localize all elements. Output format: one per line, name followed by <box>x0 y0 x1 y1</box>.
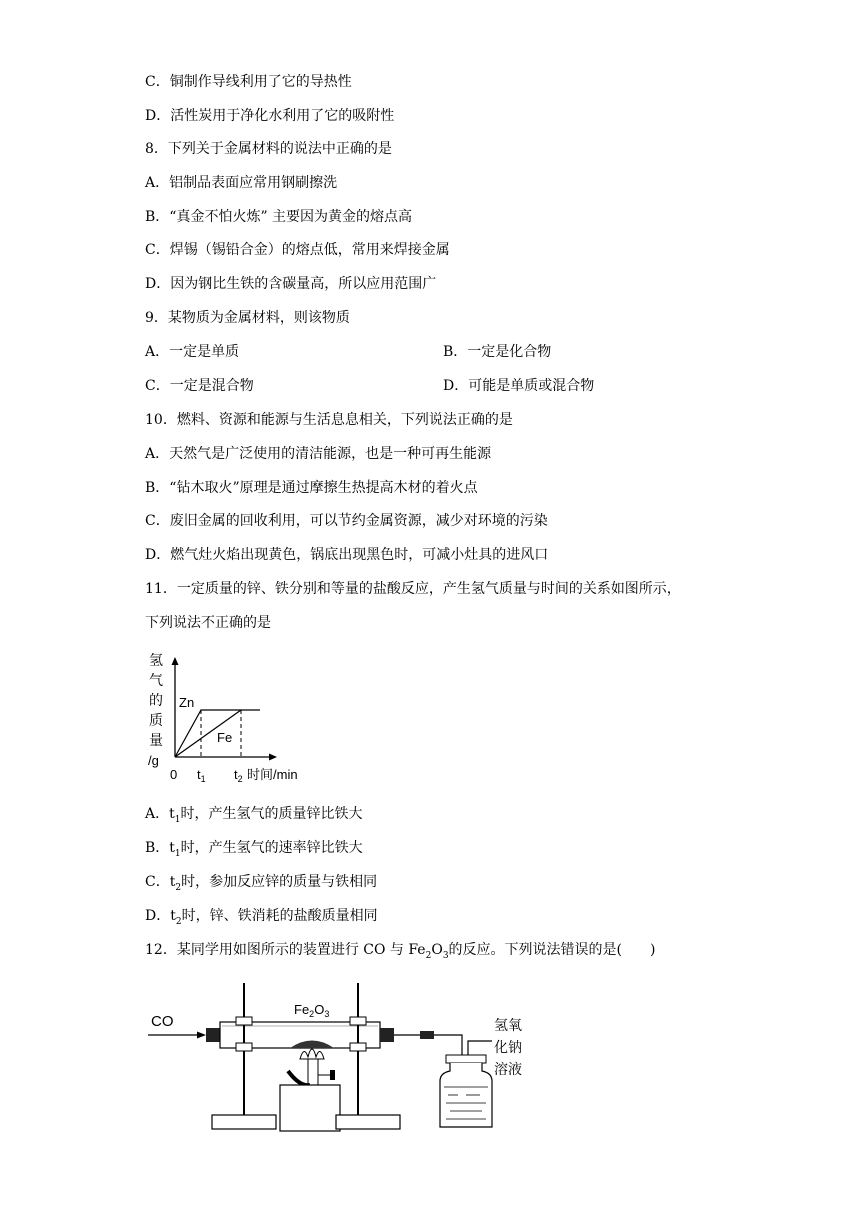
bottle-stopper <box>446 1055 486 1063</box>
graph-ylabel-unit: /g <box>148 753 159 768</box>
q9-option-d: D．可能是单质或混合物 <box>443 378 595 394</box>
q10-option-b: B．“钻木取火”原理是通过摩擦生热提高木材的着火点 <box>145 480 478 496</box>
graph-label-fe: Fe <box>217 730 233 745</box>
graph-ylabel-char: 氢 <box>149 652 163 668</box>
q9-option-b: B．一定是化合物 <box>443 344 552 360</box>
q10-stem: 10．燃料、资源和能源与生活息息相关，下列说法正确的是 <box>145 412 513 428</box>
graph-ylabel-char: 的 <box>149 692 163 708</box>
fe2o3-label: $Fe_2O_3$ <box>294 1002 330 1019</box>
graph-ylabel-char: 质 <box>149 712 163 728</box>
graph-t1-label: $t_1$ <box>197 767 206 784</box>
lamp-body <box>280 1085 340 1131</box>
q9-stem: 9．某物质为金属材料，则该物质 <box>145 310 350 326</box>
left-stand-base <box>212 1115 276 1129</box>
graph-origin-label: 0 <box>170 767 178 782</box>
graph-ylabel-char: 气 <box>149 672 163 688</box>
naoh-label-line: 溶液 <box>494 1061 522 1077</box>
lamp-neck <box>308 1059 318 1085</box>
left-clamp-bottom <box>236 1043 252 1051</box>
q12-apparatus-figure <box>140 975 540 1140</box>
co-label: CO <box>151 1013 174 1030</box>
q8-option-a: A．铝制品表面应常用钢刷擦洗 <box>145 175 338 191</box>
right-stopper <box>380 1028 394 1042</box>
q11-option-c: C．$t_2$时，参加反应锌的质量与铁相同 <box>145 874 378 893</box>
graph-x-axis-label: 时间/min <box>247 767 298 782</box>
rubber-connector <box>420 1031 434 1039</box>
flame <box>300 1049 324 1059</box>
naoh-label-line: 氢氧 <box>494 1017 522 1033</box>
right-clamp-top <box>350 1017 366 1025</box>
q10-option-a: A．天然气是广泛使用的清洁能源，也是一种可再生能源 <box>145 446 492 462</box>
graph-x-axis-arrow <box>269 754 277 761</box>
graph-ylabel-char: 量 <box>149 732 163 748</box>
q12-stem: 12．某同学用如图所示的装置进行 CO 与 $Fe_2O_3$的反应。下列说法错误的是( ) <box>145 942 656 961</box>
q11-stem-line1: 11．一定质量的锌、铁分别和等量的盐酸反应，产生氢气质量与时间的关系如图所示， <box>145 581 681 597</box>
q10-option-d: D．燃气灶火焰出现黄色，锅底出现黑色时，可减小灶具的进风口 <box>145 547 549 563</box>
q11-hydrogen-time-graph <box>143 645 318 790</box>
q8-option-d: D．因为钢比生铁的含碳量高，所以应用范围广 <box>145 276 437 292</box>
right-clamp-bottom <box>350 1043 366 1051</box>
q11-option-b: B．$t_1$时，产生氢气的速率锌比铁大 <box>145 840 363 859</box>
naoh-label-line: 化钠 <box>494 1039 522 1055</box>
q10-option-c: C．废旧金属的回收利用，可以节约金属资源，减少对环境的污染 <box>145 513 548 529</box>
co-arrow-head <box>197 1032 206 1039</box>
q8-stem: 8．下列关于金属材料的说法中正确的是 <box>145 141 392 157</box>
q7-option-c: C．铜制作导线利用了它的导热性 <box>145 74 352 90</box>
left-clamp-top <box>236 1017 252 1025</box>
q7-option-d: D．活性炭用于净化水利用了它的吸附性 <box>145 108 395 124</box>
right-stand-base <box>336 1115 400 1129</box>
graph-label-zn: Zn <box>179 695 195 710</box>
left-stopper <box>206 1028 220 1042</box>
q11-stem-line2: 下列说法不正确的是 <box>145 615 271 631</box>
graph-y-axis-arrow <box>172 657 179 665</box>
q9-option-c: C．一定是混合物 <box>145 378 254 394</box>
q8-option-b: B．“真金不怕火炼” 主要因为黄金的熔点高 <box>145 209 413 225</box>
q11-option-a: A．$t_1$时，产生氢气的质量锌比铁大 <box>145 806 363 825</box>
lamp-knob <box>330 1070 335 1080</box>
lamp-handle <box>288 1071 310 1085</box>
fe2o3-powder <box>290 1041 334 1049</box>
graph-t2-label: $t_2$ <box>234 767 243 784</box>
q8-option-c: C．焊锡（锡铅合金）的熔点低，常用来焊接金属 <box>145 242 450 258</box>
q11-option-d: D．$t_2$时，锌、铁消耗的盐酸质量相同 <box>145 908 378 927</box>
q9-option-a: A．一定是单质 <box>145 344 240 360</box>
